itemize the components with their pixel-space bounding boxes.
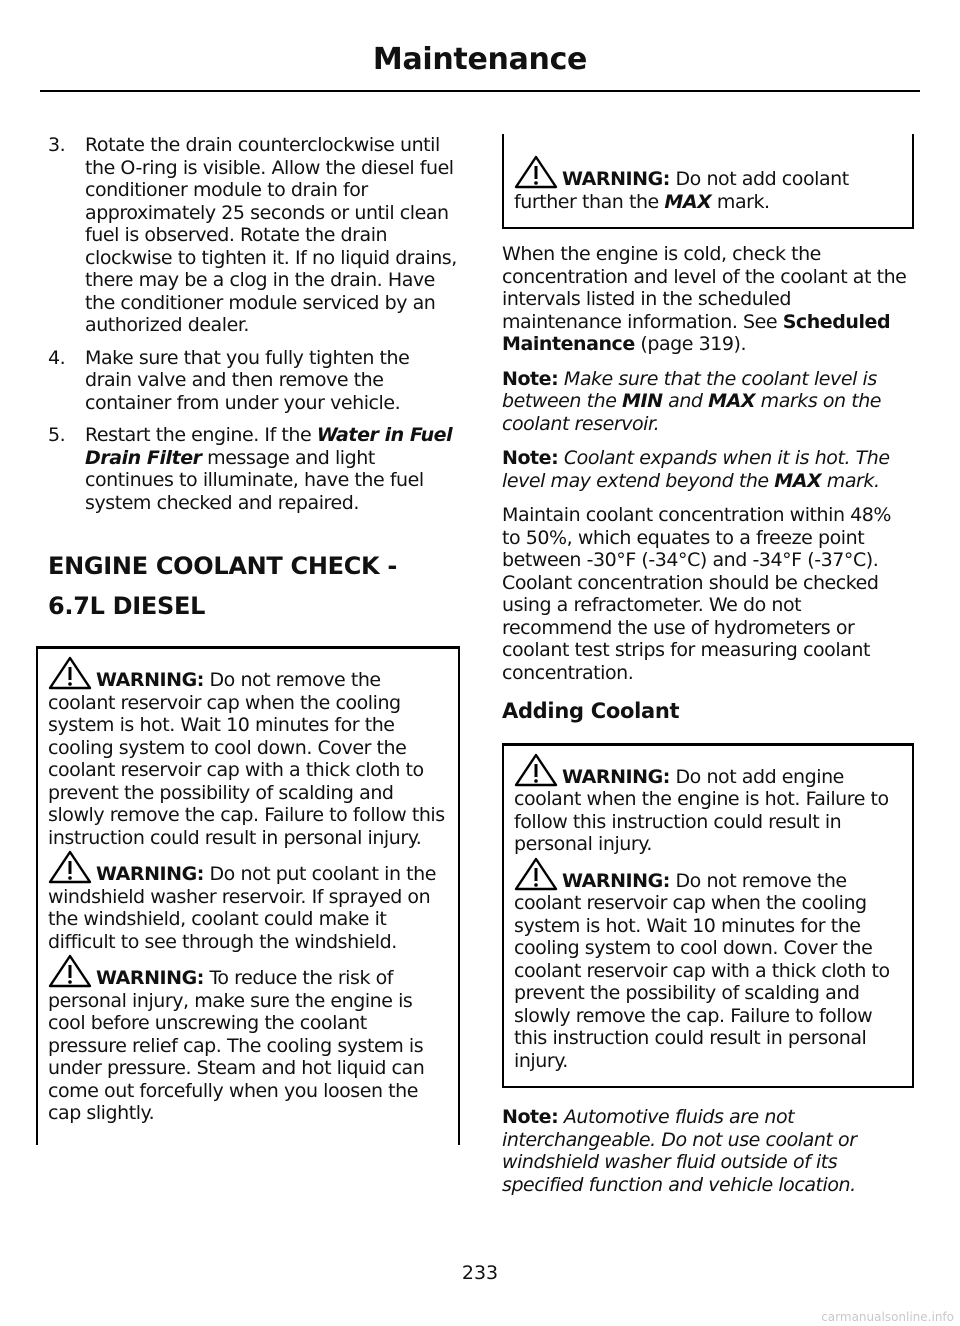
- warning-item: [48, 967, 450, 1125]
- step-number: 3.: [48, 134, 66, 156]
- step-text: Make sure that you fully tighten the drain valve and then remove the container from under your vehicle.: [85, 346, 410, 414]
- warning-text-post: mark.: [711, 190, 770, 213]
- paragraph-concentration: Maintain coolant concentration within 48% to 50%, which equates to a freeze point between -30°F (-34°C) and -34°F (-37°C). Coolant concentration should be checked using a refractometer. We do not recommend the use of hydrometers or coolant test strips for measuring coolant concentration.: [502, 504, 892, 684]
- note-label: Note:: [502, 1106, 559, 1128]
- max-mark: MAX: [708, 390, 756, 412]
- warning-triangle-icon: [514, 155, 558, 189]
- note-text: mark.: [821, 469, 880, 492]
- note-label: Note:: [502, 367, 559, 390]
- warning-item: [514, 870, 904, 1073]
- scheduled-maintenance-link[interactable]: Scheduled Maintenance: [502, 310, 891, 355]
- note-text: Make sure that the coolant level is between the: [502, 367, 877, 412]
- warning-label: WARNING:: [562, 765, 670, 788]
- max-mark: MAX: [664, 190, 712, 213]
- warning-box: [502, 134, 914, 229]
- note-text: Automotive fluids are not interchangeable. Do not use coolant or windshield washer fluid outside of its specified function and vehicle location.: [502, 1106, 857, 1196]
- warning-label: WARNING:: [562, 869, 670, 892]
- warning-triangle-icon: [48, 850, 92, 884]
- warning-item: [514, 766, 904, 856]
- step-4: [48, 347, 460, 415]
- warning-item: [48, 669, 450, 849]
- warning-item: [48, 863, 450, 953]
- warning-text: Do not put coolant in the windshield washer reservoir. If sprayed on the windshield, coolant could make it difficult to see through the windshield.: [48, 863, 436, 953]
- warning-triangle-icon: [514, 753, 558, 787]
- page-reference: (page 319).: [634, 333, 747, 355]
- section-heading-line-2: 6.7L DIESEL: [48, 592, 206, 620]
- paragraph-text: When the engine is cold, check the concentration and level of the coolant at the intervals listed in the scheduled maintenance information. See: [502, 243, 907, 333]
- note-text: marks on the coolant reservoir.: [502, 390, 882, 435]
- note-label: Note:: [502, 447, 559, 469]
- step-5: [48, 424, 460, 514]
- message-name: Water in Fuel Drain Filter: [85, 424, 453, 469]
- note-fluids: [502, 1106, 914, 1196]
- warning-text: Do not remove the coolant reservoir cap when the cooling system is hot. Wait 10 minutes for the cooling system to cool down. Cover the coolant reservoir cap with a thick cloth to prevent the possibility of scalding and slowly remove the cap. Failure to follow this instruction could result in personal injury.: [514, 869, 890, 1072]
- warning-label: WARNING:: [96, 967, 204, 989]
- warning-item: [514, 168, 904, 213]
- step-text-post: message and light continues to illuminate, have the fuel system checked and repaired.: [85, 446, 424, 514]
- step-text: Rotate the drain counterclockwise until the O-ring is visible. Allow the diesel fuel conditioner module to drain for approximately 25 seconds or until clean fuel is observed. Rotate the drain clockwise to tighten it. If no liquid drains, there may be a clog in the drain. Have the conditioner module serviced by an authorized dealer.: [85, 134, 457, 336]
- header-rule: [40, 90, 920, 92]
- warning-text: Do not remove the coolant reservoir cap when the cooling system is hot. Wait 10 minutes for the cooling system to cool down. Cover the coolant reservoir cap with a thick cloth to prevent the possibility of scalding and slowly remove the cap. Failure to follow this instruction could result in personal injury.: [48, 669, 445, 849]
- min-mark: MIN: [622, 390, 663, 412]
- note-coolant-expands: [502, 447, 914, 492]
- warning-label: WARNING:: [562, 168, 670, 190]
- warning-text: To reduce the risk of personal injury, make sure the engine is cool before unscrewing the coolant pressure relief cap. The cooling system is under pressure. Steam and hot liquid can come out forcefully when you loosen the cap slightly.: [48, 967, 425, 1124]
- watermark: carmanualsonline.info: [821, 1310, 954, 1324]
- note-text: Coolant expands when it is hot. The level may extend beyond the: [502, 447, 890, 492]
- page-header-title: Maintenance: [372, 42, 588, 77]
- note-text: and: [662, 390, 709, 412]
- warning-triangle-icon: [514, 857, 558, 891]
- left-column: [48, 134, 460, 1145]
- warning-label: WARNING:: [96, 669, 204, 691]
- warning-box: [502, 743, 914, 1089]
- procedure-steps: [48, 134, 460, 514]
- page-number: 233: [461, 1262, 499, 1284]
- warning-text: Do not add engine coolant when the engine is hot. Failure to follow this instruction could result in personal injury.: [514, 765, 889, 855]
- section-heading-line-1: ENGINE COOLANT CHECK -: [48, 552, 398, 580]
- max-mark: MAX: [774, 469, 822, 492]
- right-column: [502, 134, 914, 1208]
- warning-label: WARNING:: [96, 863, 204, 885]
- paragraph-check-coolant: [502, 243, 914, 356]
- warning-box: [36, 646, 460, 1145]
- warning-triangle-icon: [48, 954, 92, 988]
- note-coolant-level: [502, 368, 914, 436]
- step-3: [48, 134, 460, 337]
- warning-text-pre: Do not add coolant further than the: [514, 168, 849, 213]
- warning-triangle-icon: [48, 656, 92, 690]
- step-number: 5.: [48, 424, 66, 446]
- section-heading: [48, 546, 460, 626]
- step-number: 4.: [48, 346, 66, 369]
- step-text-pre: Restart the engine. If the: [85, 424, 317, 446]
- sub-heading-adding-coolant: Adding Coolant: [502, 699, 680, 723]
